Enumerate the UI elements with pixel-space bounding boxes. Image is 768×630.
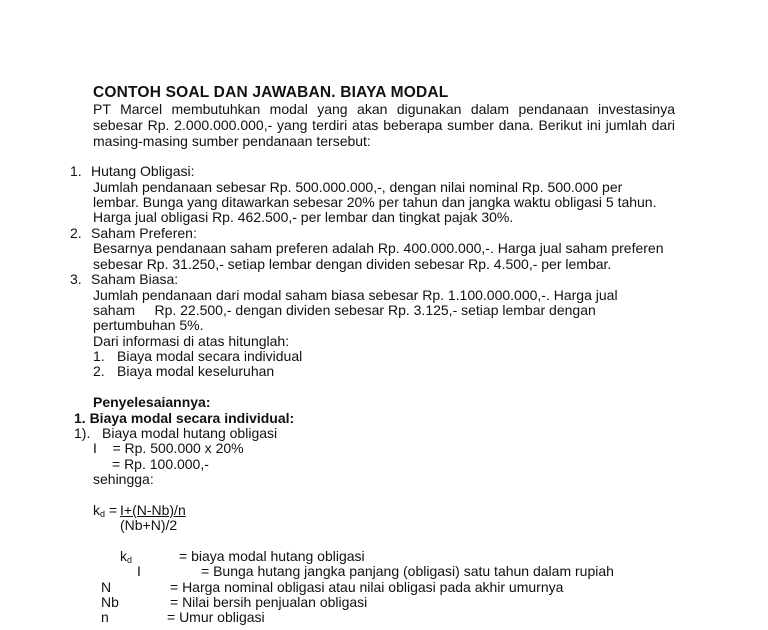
formula-numerator: I+(N-Nb)/n bbox=[120, 502, 186, 518]
definition-symbol bbox=[120, 549, 132, 568]
list-number: 3. bbox=[70, 271, 82, 287]
source-heading: Saham Preferen: bbox=[91, 225, 197, 241]
symbol-subscript: d bbox=[127, 555, 133, 565]
section-heading: 1. Biaya modal secara individual: bbox=[74, 410, 295, 426]
source-line: Jumlah pendanaan dari modal saham biasa sebesar Rp. 1.100.000.000,-. Harga jual bbox=[93, 287, 618, 303]
source-line: lembar. Bunga yang ditawarkan sebesar 20% per tahun dan jangka waktu obligasi 5 tahun. bbox=[93, 194, 657, 210]
definition-symbol: N bbox=[101, 579, 112, 595]
formula-lhs bbox=[93, 503, 121, 522]
formula-symbol: k bbox=[93, 502, 100, 518]
source-heading: Saham Biasa: bbox=[91, 271, 179, 287]
source-line: Harga jual obligasi Rp. 462.500,- per lembar dan tingkat pajak 30%. bbox=[93, 209, 514, 225]
definition-symbol: I bbox=[137, 563, 141, 579]
source-line: sebesar Rp. 31.250,- setiap lembar dengan dividen sebesar Rp. 4.500,- per lembar. bbox=[93, 256, 612, 272]
intro-line: PT Marcel membutuhkan modal yang akan digunakan dalam pendanaan investasinya bbox=[93, 101, 675, 117]
question-item: Biaya modal keseluruhan bbox=[117, 363, 275, 379]
formula-equals: = bbox=[105, 502, 121, 518]
source-line: Besarnya pendanaan saham preferen adalah Rp. 400.000.000,-. Harga jual saham preferen bbox=[93, 240, 664, 256]
definition-desc: = Umur obligasi bbox=[167, 609, 265, 625]
list-number: 2. bbox=[70, 225, 82, 241]
source-line: Jumlah pendanaan sebesar Rp. 500.000.000,-, dengan nilai nominal Rp. 500.000 per bbox=[93, 179, 623, 195]
source-heading: Hutang Obligasi: bbox=[91, 163, 195, 179]
item-heading: 1). Biaya modal hutang obligasi bbox=[74, 425, 278, 441]
calc-line: I = Rp. 500.000 x 20% bbox=[93, 440, 244, 456]
formula-subscript: d bbox=[100, 509, 106, 519]
definition-symbol: n bbox=[101, 609, 109, 625]
question-intro: Dari informasi di atas hitunglah: bbox=[93, 333, 290, 349]
calc-line: = Rp. 100.000,- bbox=[112, 456, 209, 472]
list-number: 2. bbox=[93, 363, 105, 379]
solution-heading: Penyelesaiannya: bbox=[93, 394, 211, 410]
sehingga-label: sehingga: bbox=[93, 471, 154, 487]
definition-desc: = Harga nominal obligasi atau nilai obligasi pada akhir umurnya bbox=[170, 579, 564, 595]
list-number: 1. bbox=[93, 348, 105, 364]
definition-desc: = Bunga hutang jangka panjang (obligasi) satu tahun dalam rupiah bbox=[201, 563, 614, 579]
symbol-text: k bbox=[120, 548, 127, 564]
page-title: CONTOH SOAL DAN JAWABAN. BIAYA MODAL bbox=[93, 84, 449, 101]
intro-line: sebesar Rp. 2.000.000.000,- yang terdiri atas beberapa sumber dana. Berikut ini jumlah dari bbox=[93, 117, 675, 133]
source-line: pertumbuhan 5%. bbox=[93, 317, 204, 333]
definition-symbol: Nb bbox=[101, 594, 119, 610]
intro-line: masing-masing sumber pendanaan tersebut: bbox=[93, 133, 371, 149]
intro-paragraph bbox=[93, 101, 675, 149]
formula-denominator: (Nb+N)/2 bbox=[120, 517, 178, 533]
question-item: Biaya modal secara individual bbox=[117, 348, 303, 364]
source-line: saham Rp. 22.500,- dengan dividen sebesar Rp. 3.125,- setiap lembar dengan bbox=[93, 302, 596, 318]
list-number: 1. bbox=[70, 163, 82, 179]
definition-desc: = biaya modal hutang obligasi bbox=[179, 548, 365, 564]
definition-desc: = Nilai bersih penjualan obligasi bbox=[170, 594, 368, 610]
